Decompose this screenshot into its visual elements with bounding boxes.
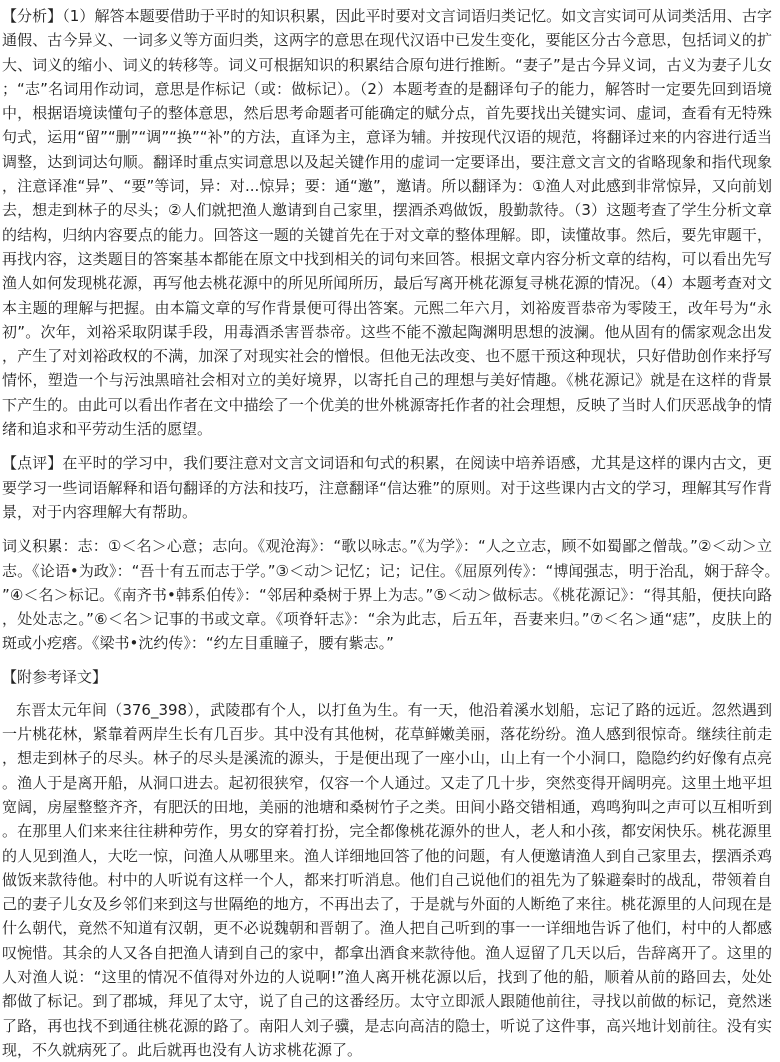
translation-paragraph: 东晋太元年间（376_398），武陵郡有个人，以打鱼为生。有一天，他沿着溪水划船，忘记了路的远近。忽然遇到一片桃花林，紧靠着两岸生长有几百步。其中没有其他树，花草鲜嫩美丽，落花纷纷。渔人感到很惊奇。继续往前走，想走到林子的尽头。林子的尽头是溪流的源头，于是便出现了一座小山，山上有一个小洞口，隐隐约约好像有点亮。渔人于是离开船，从洞口进去。起初很狭窄，仅容一个人通过。又走了几十步，突然变得开阔明亮。这里土地平坦宽阔，房屋整整齐齐，有肥沃的田地，美丽的池塘和桑树竹子之类。田间小路交错相通，鸡鸣狗叫之声可以互相听到。在那里人们来来往往耕种劳作，男女的穿着打扮，完全都像桃花源外的世人，老人和小孩，都安闲快乐。桃花源里的人见到渔人，大吃一惊，问渔人从哪里来。渔人详细地回答了他的问题，有人便邀请渔人到自己家里去，摆酒杀鸡做饭来款待他。村中的人听说有这样一个人，都来打听消息。他们自己说他们的祖先为了躲避秦时的战乱，带领着自己的妻子儿女及乡邻们来到这与世隔绝的地方，不再出去了，于是就与外面的人断绝了来往。桃花源里的人问现在是什么朝代，竟然不知道有汉朝，更不必说魏朝和晋朝了。渔人把自己听到的事一一详细地告诉了他们，村中的人都感叹惋惜。其余的人又各自把渔人请到自己的家中，都拿出酒食来款待他。渔人逗留了几天以后，告辞离开了。这里的人对渔人说：“这里的情况不值得对外边的人说啊!”渔人离开桃花源以后，找到了他的船，顺着从前的路回去，处处都做了标记。到了郡城，拜见了太守，说了自己的这番经历。太守立即派人跟随他前往，寻找以前做的标记，竟然迷了路，再也找不到通往桃花源的路了。南阳人刘子骥，是志向高洁的隐士，听说了这件事，高兴地计划前往。没有实现，不久就病死了。此后就再也没有人访求桃花源了。 xyxy=(2,700,772,1059)
translation-heading: 【附参考译文】 xyxy=(2,667,108,686)
vocabulary-paragraph: 词义积累：志：①＜名＞心意；志向。《观沧海》：“歌以咏志。”《为学》：“人之立志，顾不如蜀鄙之僧哉。”②＜动＞立志。《论语•为政》：“吾十有五而志于学。”③＜动＞记忆；记；记住。《屈原列传》：“博闻强志，明于治乱，娴于辞令。”④＜名＞标记。《南齐书•韩系伯传》：“邻居种桑树于界上为志。”⑤＜动＞做标志。《桃花源记》：“得其船，便扶向路，处处志之。”⑥＜名＞记事的书或文章。《项脊轩志》：“余为此志，后五年，吾妻来归。”⑦＜名＞通“痣”，皮肤上的斑或小疙瘩。《梁书•沈约传》：“约左目重瞳子，腰有紫志。” xyxy=(2,537,772,653)
comment-paragraph: 【点评】在平时的学习中，我们要注意对文言文词语和句式的积累，在阅读中培养语感，尤其是这样的课内古文，更要学习一些词语解释和语句翻译的方法和技巧，注意翻译“信达雅”的原则。对于这些课内古文的学习，理解其写作背景，对于内容理解大有帮助。 xyxy=(2,454,772,521)
analysis-paragraph: 【分析】（1）解答本题要借助于平时的知识积累，因此平时要对文言词语归类记忆。如文言实词可从词类活用、古字通假、古今异义、一词多义等方面归类，这两字的意思在现代汉语中已发生变化，要能区分古今意思，包括词义的扩大、词义的缩小、词义的转移等。词义可根据知识的积累结合原句进行推断。“妻子”是古今异义词，古义为妻子儿女；“志”名词用作动词，意思是作标记（或：做标记）。（2）本题考查的是翻译句子的能力，解答时一定要先回到语境中，根据语境读懂句子的整体意思，然后思考命题者可能确定的赋分点，首先要找出关键实词、虚词，查看有无特殊句式，运用“留”“删”“调”“换”“补”的方法，直译为主，意译为辅。并按现代汉语的规范，将翻译过来的内容进行适当调整，达到词达句顺。翻译时重点实词意思以及起关键作用的虚词一定要译出，要注意文言文的省略现象和指代现象，注意译准“异”、“要”等词，异：对...惊异；要：通“邀”，邀请。所以翻译为：①渔人对此感到非常惊异，又向前划去，想走到林子的尽头；②人们就把渔人邀请到自己家里，摆酒杀鸡做饭，殷勤款待。（3）这题考查了学生分析文章的结构，归纳内容要点的能力。回答这一题的关键首先在于对文章的整体理解。即，读懂故事。然后，要先审题干，再找内容，这类题目的答案基本都能在原文中找到相关的词句来回答。根据文章内容分析文章的结构，可以看出先写渔人如何发现桃花源，再写他去桃花源中的所见所闻所历，最后写离开桃花源复寻桃花源的情况。（4）本题考查对文本主题的理解与把握。由本篇文章的写作背景便可得出答案。元熙二年六月，刘裕废晋恭帝为零陵王，改年号为“永初”。次年，刘裕采取阴谋手段，用毒酒杀害晋恭帝。这些不能不激起陶渊明思想的波澜。他从固有的儒家观念出发，产生了对刘裕政权的不满，加深了对现实社会的憎恨。但他无法改变、也不愿干预这种现状，只好借助创作来抒写情怀，塑造一个与污浊黑暗社会相对立的美好境界，以寄托自己的理想与美好情趣。《桃花源记》就是在这样的背景下产生的。由此可以看出作者在文中描绘了一个优美的世外桃源寄托作者的社会理想，反映了当时人们厌恶战争的情绪和追求和平劳动生活的愿望。 xyxy=(2,7,772,439)
